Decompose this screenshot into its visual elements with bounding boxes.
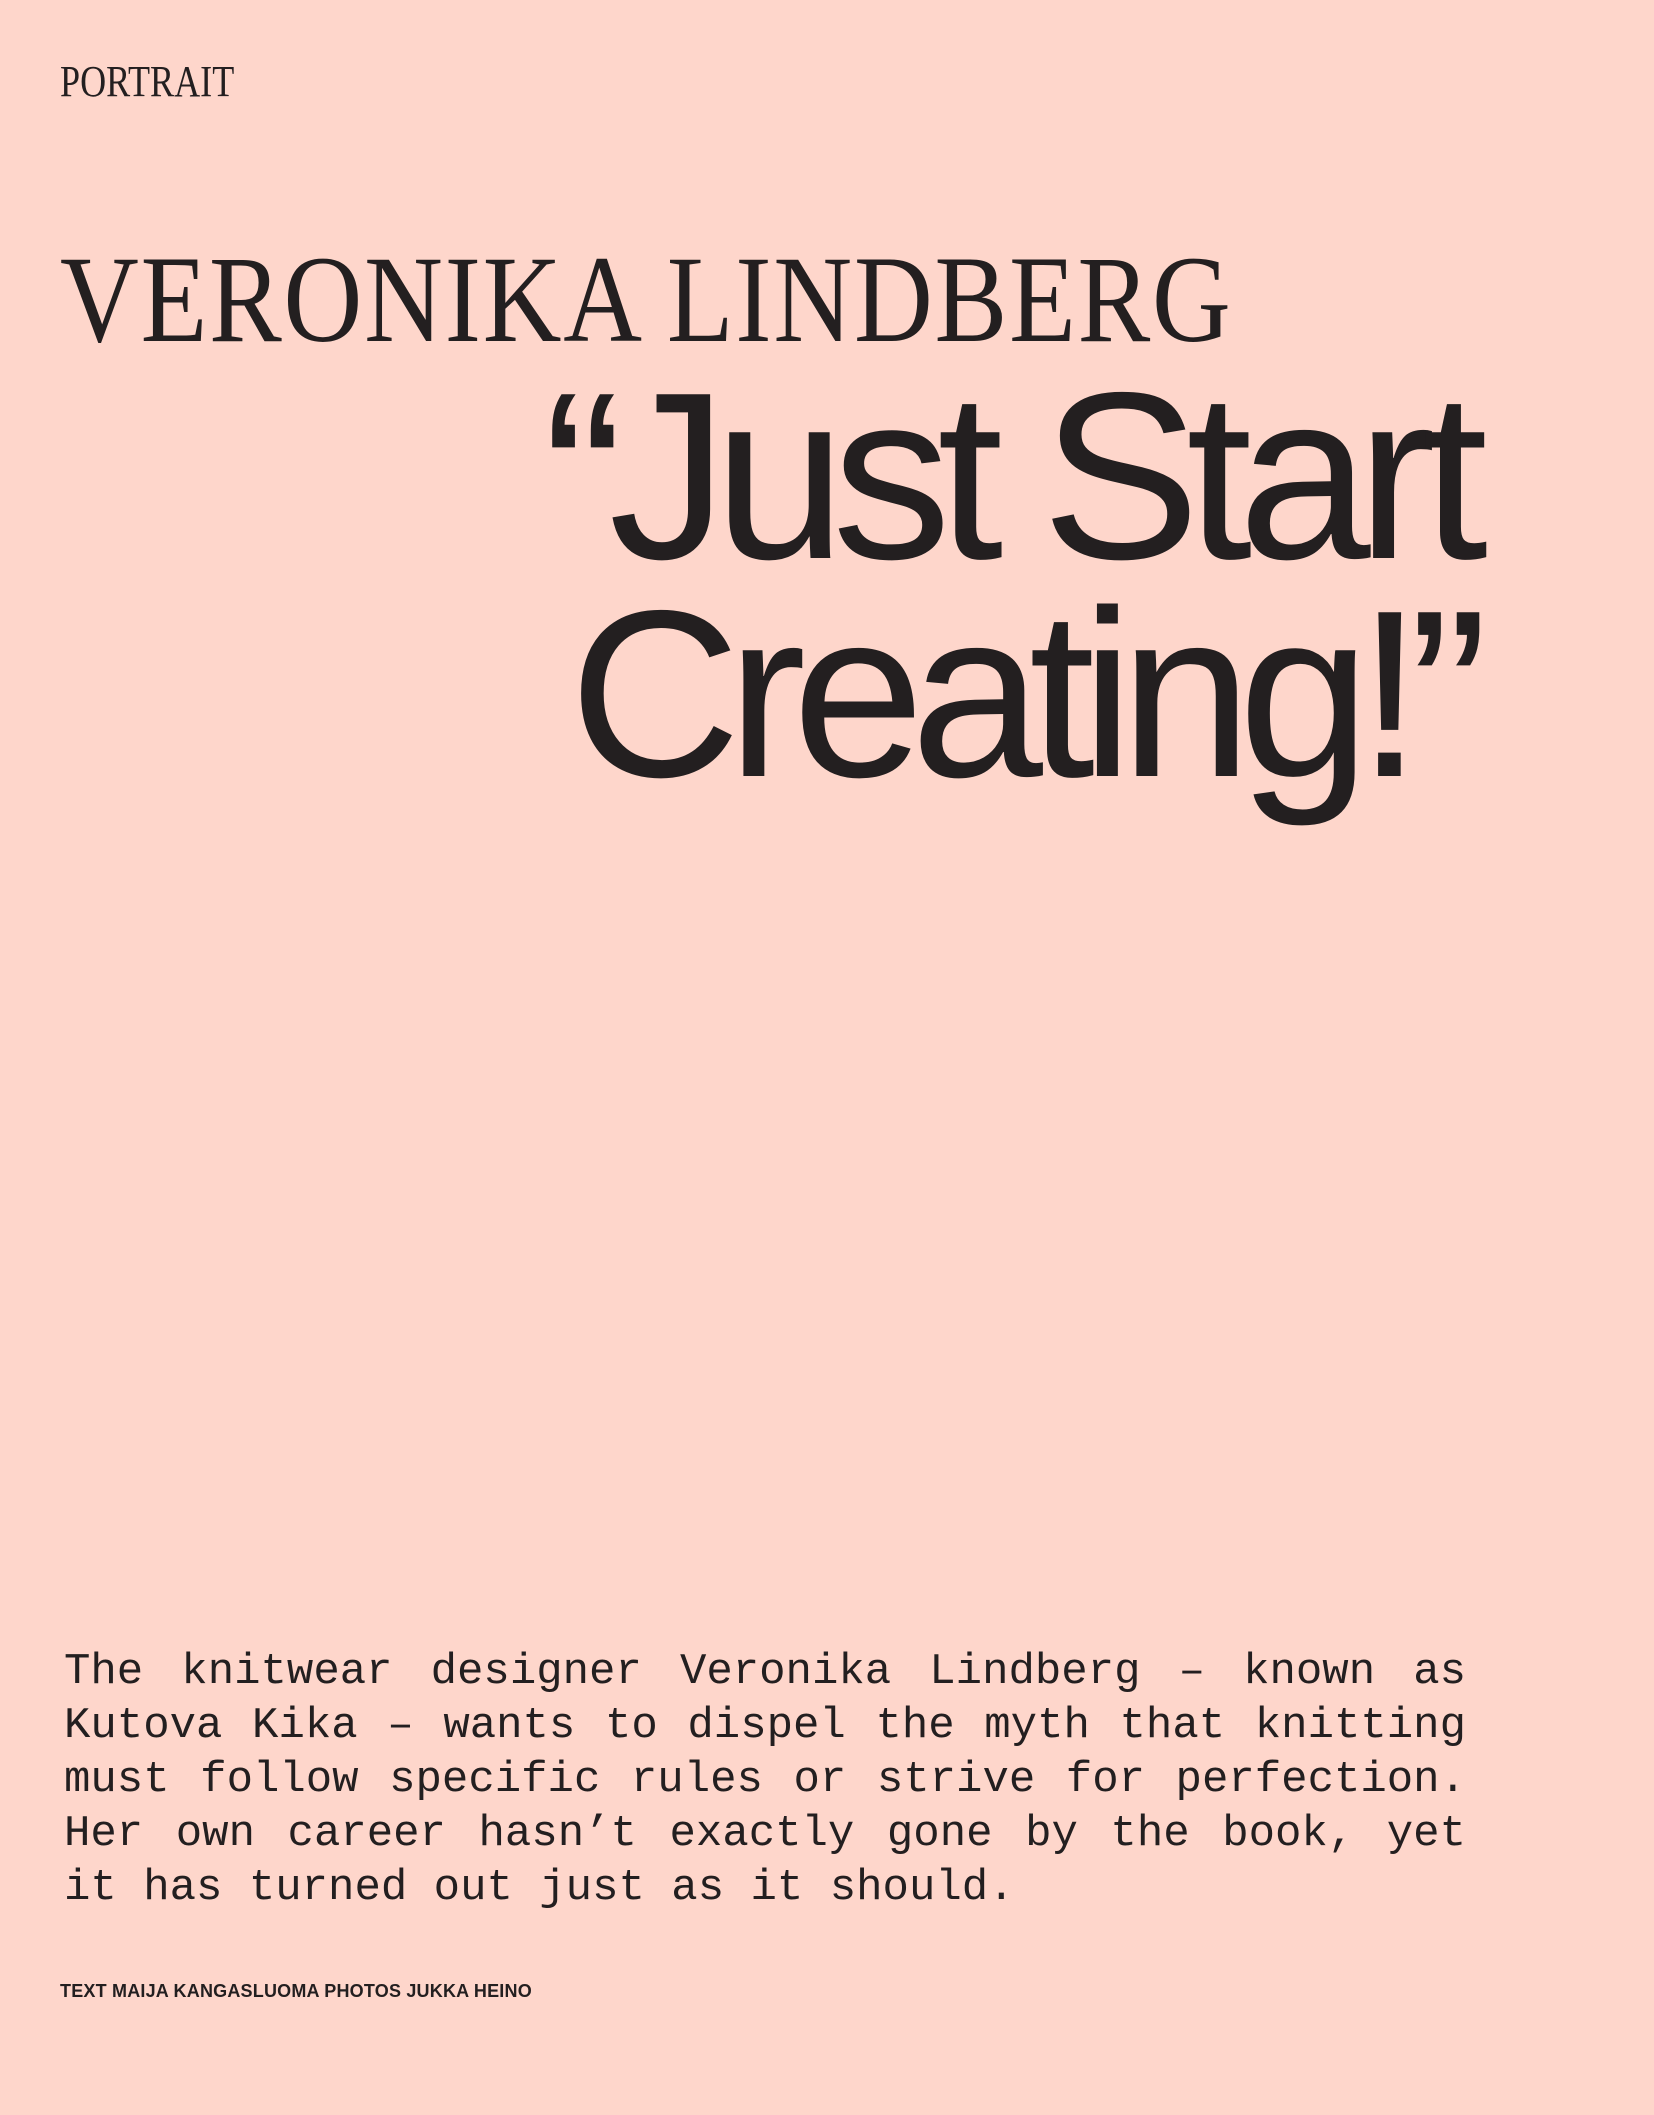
headline-line-1: “Just Start bbox=[543, 344, 1474, 609]
subject-name: VERONIKA LINDBERG bbox=[60, 231, 1233, 368]
headline-line-2: Creating!” bbox=[569, 562, 1474, 827]
credits-line: TEXT MAIJA KANGASLUOMA PHOTOS JUKKA HEINO bbox=[60, 1981, 532, 2001]
section-label: PORTRAIT bbox=[60, 57, 235, 106]
headline bbox=[224, 344, 1474, 827]
intro-paragraph: The knitwear designer Veronika Lindberg – known as Kutova Kika – wants to dispel the myth that knitting must follow specific rules or strive for perfection. Her own career hasn’t exactly gone by the book, yet it has turned out just as it should. bbox=[64, 1647, 1466, 1913]
